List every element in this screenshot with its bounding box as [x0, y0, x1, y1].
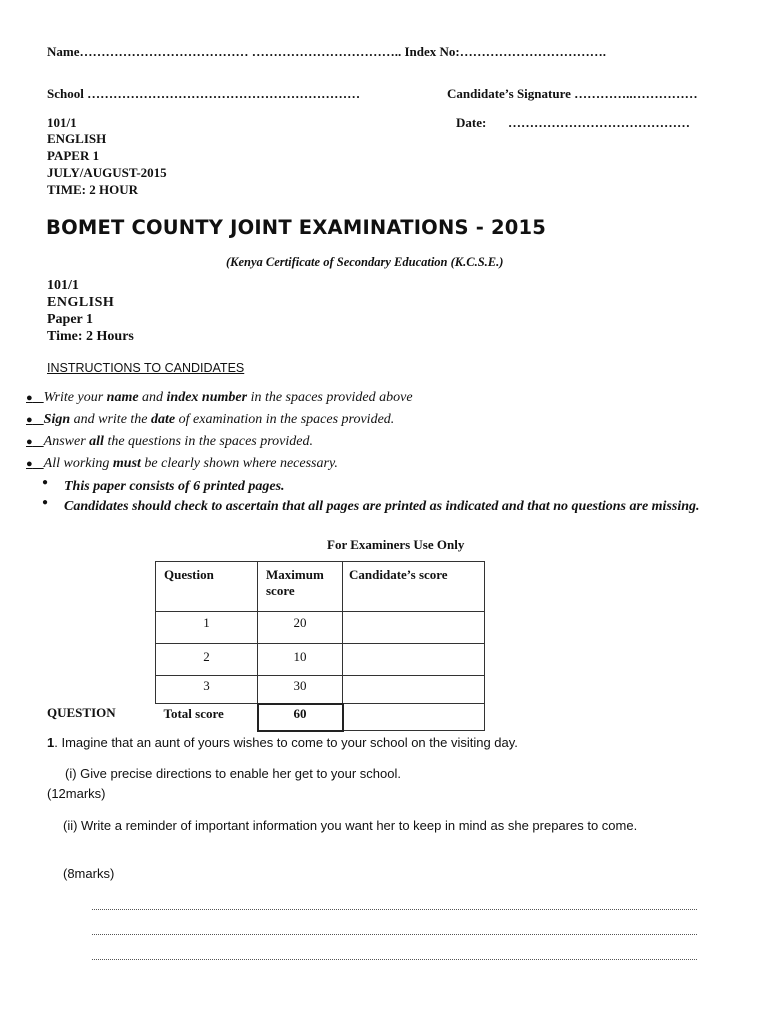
name-and-index-field[interactable]: Name………………………………… …………………………….. Index No:…………………………….	[47, 44, 606, 59]
bullet-icon: ●	[42, 497, 49, 508]
instruction-item: ● All working must be clearly shown where necessary.	[26, 456, 338, 471]
header-max-score: Maximum score	[266, 567, 324, 598]
bullet-icon: ●	[42, 477, 49, 488]
date-label: Date:	[456, 115, 487, 130]
header-paper: PAPER 1	[47, 148, 100, 163]
table-total-row	[156, 704, 485, 731]
paper-time: Time: 2 Hours	[47, 329, 134, 344]
answer-line[interactable]	[92, 909, 697, 910]
date-field[interactable]: ……………………………………	[508, 115, 690, 130]
examiners-score-table	[155, 561, 485, 732]
candidate-score-cell[interactable]	[343, 612, 485, 644]
paper-subject: ENGLISH	[47, 295, 115, 310]
paper-code: 101/1	[47, 278, 79, 293]
question-1	[47, 735, 518, 750]
bullet-icon: ●	[26, 414, 33, 426]
instruction-item: ● Sign and write the date of examination in the spaces provided.	[26, 412, 395, 427]
exam-title: BOMET COUNTY JOINT EXAMINATIONS - 2015	[46, 216, 547, 239]
bullet-icon: ●	[26, 458, 33, 470]
question-part-i: (i) Give precise directions to enable her get to your school.	[65, 766, 402, 781]
instructions-heading: INSTRUCTIONS TO CANDIDATES	[47, 361, 245, 375]
total-score-value: 60	[293, 705, 307, 721]
header-time: TIME: 2 HOUR	[47, 182, 138, 197]
examiners-caption: For Examiners Use Only	[327, 537, 465, 552]
bullet-icon: ●	[26, 392, 33, 404]
question-text: . Imagine that an aunt of yours wishes to come to your school on the visiting day.	[54, 735, 518, 750]
instruction-item: ● Write your name and index number in the spaces provided above	[26, 390, 413, 405]
instruction-item: ● Answer all the questions in the spaces provided.	[26, 434, 313, 449]
candidate-score-cell[interactable]	[343, 676, 485, 704]
part-ii-marks: (8marks)	[63, 866, 115, 881]
instruction-bold-item: ● Candidates should check to ascertain that all pages are printed as indicated and that no questions are missing.	[42, 497, 700, 514]
question-number: 1	[47, 735, 55, 750]
bullet-icon: ●	[26, 436, 33, 448]
school-field[interactable]: School ………………………………………………………	[47, 86, 361, 101]
candidate-score-cell[interactable]	[343, 644, 485, 676]
table-header-row	[156, 562, 485, 612]
candidate-signature-field[interactable]: Candidate’s Signature …………..……………	[447, 86, 698, 101]
candidate-total-cell[interactable]	[343, 704, 485, 731]
header-question: Question	[164, 567, 214, 582]
answer-line[interactable]	[92, 934, 697, 935]
question-heading: QUESTION	[47, 705, 116, 720]
part-i-marks: (12marks)	[47, 786, 106, 801]
paper-number: Paper 1	[47, 312, 94, 327]
header-subject: ENGLISH	[47, 131, 107, 146]
answer-line[interactable]	[92, 959, 697, 960]
header-session: JULY/AUGUST-2015	[47, 165, 167, 180]
exam-subtitle: (Kenya Certificate of Secondary Education (K.C.S.E.)	[226, 255, 504, 269]
header-candidate-score: Candidate’s score	[349, 567, 448, 582]
header-paper-code: 101/1	[47, 115, 77, 130]
total-score-label: Total score	[163, 706, 224, 721]
question-part-ii: (ii) Write a reminder of important information you want her to keep in mind as she prepares to come.	[63, 818, 638, 833]
instruction-bold-item: ● This paper consists of 6 printed pages.	[42, 477, 285, 494]
table-row: 1 20	[156, 612, 485, 644]
table-row: 2 10	[156, 644, 485, 676]
table-row: 3 30	[156, 676, 485, 704]
